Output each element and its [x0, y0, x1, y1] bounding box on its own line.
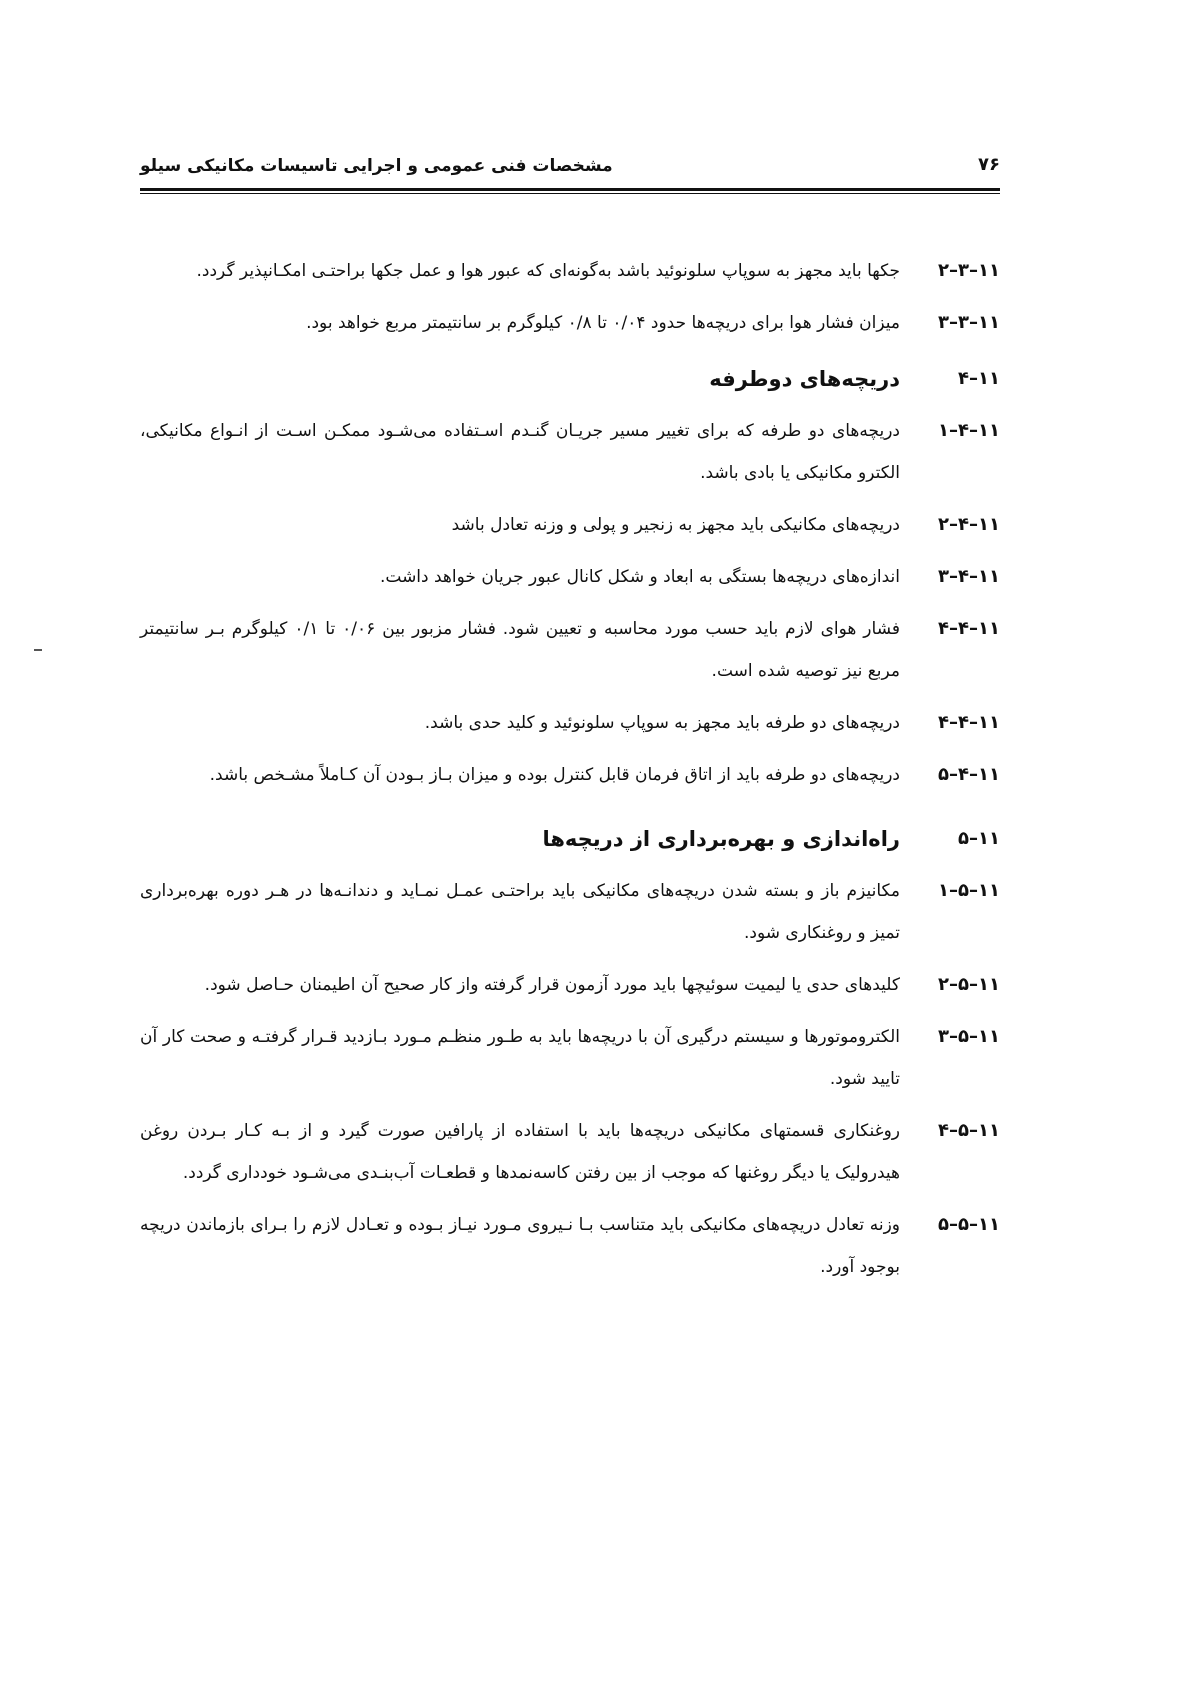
clause-number: ۱۱–۴–۲ — [938, 514, 1000, 535]
clause-11-5-1 — [140, 870, 1000, 954]
clause-number: ۱۱–۳–۲ — [938, 260, 1000, 281]
clause-text: دریچه‌های مکانیکی باید مجهز به زنجیر و پولی و وزنه تعادل باشد — [451, 515, 900, 535]
clause-number: ۱۱–۵–۱ — [938, 880, 1000, 901]
clause-text: فشار هوای لازم باید حسب مورد محاسبه و تعیین شود. فشار مزبور بین ۰/۰۶ تا ۰/۱ کیلوگرم بـر سانتیمتر مربع نیز توصیه شده است. — [140, 619, 900, 681]
clause-number: ۱۱–۴–۴ — [938, 618, 1000, 639]
clause-number: ۱۱–۴–۱ — [938, 420, 1000, 441]
clause-11-3-3 — [140, 302, 1000, 344]
clause-number: ۱۱–۵–۴ — [938, 1120, 1000, 1141]
clause-11-5-5 — [140, 1204, 1000, 1288]
page-number: ۷۶ — [978, 154, 1000, 175]
clause-11-4-4a — [140, 608, 1000, 692]
section-number: ۱۱–۴ — [958, 368, 1000, 389]
clause-text: جکها باید مجهز به سوپاپ سلونوئید باشد به‌گونه‌ای که عبور هوا و عمل جکها براحتـی امکـانپذیر گردد. — [196, 261, 900, 281]
margin-mark — [34, 649, 42, 651]
clause-text: الکتروموتورها و سیستم درگیری آن با دریچه‌ها باید به طـور منظـم مـورد بـازدید قـرار گرفتـه و صحت کار آن تایید شود. — [140, 1027, 900, 1089]
clause-text: دریچه‌های دو طرفه باید از اتاق فرمان قابل کنترل بوده و میزان بـاز بـودن آن کـاملاً مشـخص باشد. — [209, 765, 900, 785]
clause-11-4-3 — [140, 556, 1000, 598]
page-body — [140, 250, 1000, 1288]
clause-number: ۱۱–۵–۳ — [938, 1026, 1000, 1047]
clause-11-4-1 — [140, 410, 1000, 494]
clause-text: روغنکاری قسمتهای مکانیکی دریچه‌ها باید با استفاده از پارافین صورت گیرد و از بـه کـار بـردن روغن هیدرولیک یا دیگر روغنها که موجب از بین رفتن کاسه‌نمدها و قطعـات آب‌بنـدی می‌شـود خودداری گردد. — [140, 1121, 900, 1183]
clause-number: ۱۱–۵–۲ — [938, 974, 1000, 995]
clause-number: ۱۱–۴–۵ — [938, 764, 1000, 785]
clause-number: ۱۱–۴–۳ — [938, 566, 1000, 587]
header-rule-thick — [140, 188, 1000, 191]
section-title: دریچه‌های دوطرفه — [709, 367, 900, 391]
section-heading-11-5 — [140, 818, 1000, 860]
clause-11-3-2 — [140, 250, 1000, 292]
page-header — [140, 150, 1000, 190]
clause-text: اندازه‌های دریچه‌ها بستگی به ابعاد و شکل کانال عبور جریان خواهد داشت. — [379, 567, 900, 587]
clause-number: ۱۱–۳–۳ — [938, 312, 1000, 333]
clause-11-4-4b — [140, 702, 1000, 744]
section-number: ۱۱–۵ — [958, 828, 1000, 849]
clause-11-5-4 — [140, 1110, 1000, 1194]
clause-text: وزنه تعادل دریچه‌های مکانیکی باید متناسب بـا نـیروی مـورد نیـاز بـوده و تعـادل لازم را بـرای بازماندن دریچه بوجود آورد. — [140, 1215, 900, 1277]
clause-number: ۱۱–۴–۴ — [938, 712, 1000, 733]
clause-number: ۱۱–۵–۵ — [938, 1214, 1000, 1235]
clause-text: مکانیزم باز و بسته شدن دریچه‌های مکانیکی باید براحتـی عمـل نمـاید و دندانـه‌ها در هـر دوره بهره‌برداری تمیز و روغنکاری شود. — [140, 881, 900, 943]
clause-11-5-3 — [140, 1016, 1000, 1100]
clause-11-4-2 — [140, 504, 1000, 546]
clause-text: دریچه‌های دو طرفه باید مجهز به سوپاپ سلونوئید و کلید حدی باشد. — [424, 713, 900, 733]
clause-11-5-2 — [140, 964, 1000, 1006]
section-title: راه‌اندازی و بهره‌برداری از دریچه‌ها — [542, 827, 900, 851]
clause-text: کلیدهای حدی یا لیمیت سوئیچها باید مورد آزمون قرار گرفته واز کار صحیح آن اطیمنان حـاصل شود. — [204, 975, 900, 995]
clause-11-4-5 — [140, 754, 1000, 796]
header-rule-thin — [140, 193, 1000, 194]
section-heading-11-4 — [140, 358, 1000, 400]
clause-text: دریچه‌های دو طرفه که برای تغییر مسیر جریـان گنـدم اسـتفاده می‌شـود ممکـن اسـت از انـواع مکانیکی، الکترو مکانیکی یا بادی باشد. — [140, 421, 900, 483]
clause-text: میزان فشار هوا برای دریچه‌ها حدود ۰/۰۴ تا ۰/۸ کیلوگرم بر سانتیمتر مربع خواهد بود. — [306, 313, 900, 333]
running-title: مشخصات فنی عمومی و اجرایی تاسیسات مکانیکی سیلو — [140, 156, 613, 176]
